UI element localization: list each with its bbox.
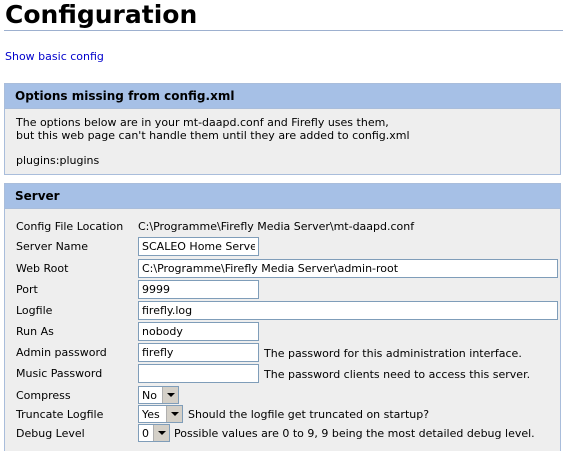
- server-name-row: [5, 237, 560, 257]
- truncate-logfile-selected-value: Yes: [142, 408, 160, 421]
- server-name-input[interactable]: [138, 237, 259, 256]
- port-label: Port: [16, 283, 38, 296]
- server-header: Server: [5, 184, 560, 209]
- admin-password-label: Admin password: [16, 346, 107, 359]
- compress-select[interactable]: [138, 386, 179, 404]
- page-title: Configuration: [5, 0, 198, 29]
- web-root-label: Web Root: [16, 262, 69, 275]
- music-password-label: Music Password: [16, 367, 103, 380]
- truncate-logfile-hint: Should the logfile get truncated on startup?: [188, 408, 430, 421]
- missing-options-header: Options missing from config.xml: [5, 84, 560, 109]
- port-row: [5, 280, 560, 300]
- config-file-location-row: [5, 217, 560, 237]
- chevron-down-icon[interactable]: [162, 387, 178, 403]
- compress-label: Compress: [16, 389, 71, 402]
- port-input[interactable]: [138, 280, 259, 299]
- chevron-down-icon[interactable]: [153, 425, 169, 441]
- missing-options-panel: [4, 83, 561, 175]
- compress-row: [5, 386, 560, 406]
- run-as-input[interactable]: [138, 322, 259, 341]
- web-root-row: [5, 259, 560, 279]
- missing-options-text-line2: but this web page can't handle them until they are added to config.xml: [16, 129, 410, 142]
- admin-password-input[interactable]: [138, 343, 259, 362]
- debug-level-label: Debug Level: [16, 427, 85, 440]
- run-as-row: [5, 322, 560, 342]
- title-divider: [4, 30, 563, 31]
- music-password-hint: The password clients need to access this server.: [264, 368, 531, 381]
- missing-option-plugins: plugins:plugins: [16, 154, 100, 167]
- debug-level-hint: Possible values are 0 to 9, 9 being the most detailed debug level.: [174, 427, 535, 440]
- logfile-input[interactable]: [138, 301, 558, 320]
- admin-password-row: [5, 343, 560, 363]
- music-password-row: [5, 364, 560, 384]
- debug-level-row: [5, 424, 560, 444]
- truncate-logfile-select[interactable]: [138, 405, 183, 423]
- admin-password-hint: The password for this administration interface.: [264, 347, 522, 360]
- debug-level-selected-value: 0: [142, 427, 149, 440]
- truncate-logfile-row: [5, 405, 560, 425]
- logfile-row: [5, 301, 560, 321]
- run-as-label: Run As: [16, 325, 54, 338]
- show-basic-config-link[interactable]: Show basic config: [5, 50, 104, 63]
- truncate-logfile-label: Truncate Logfile: [16, 408, 104, 421]
- chevron-down-icon[interactable]: [166, 406, 182, 422]
- config-file-location-value: C:\Programme\Firefly Media Server\mt-daapd.conf: [138, 220, 415, 233]
- compress-selected-value: No: [142, 389, 157, 402]
- web-root-input[interactable]: [138, 259, 558, 278]
- server-panel: [4, 183, 561, 451]
- server-name-label: Server Name: [16, 240, 89, 253]
- config-file-location-label: Config File Location: [16, 220, 124, 233]
- logfile-label: Logfile: [16, 304, 53, 317]
- music-password-input[interactable]: [138, 364, 259, 383]
- debug-level-select[interactable]: [138, 424, 170, 442]
- missing-options-text-line1: The options below are in your mt-daapd.conf and Firefly uses them,: [16, 116, 389, 129]
